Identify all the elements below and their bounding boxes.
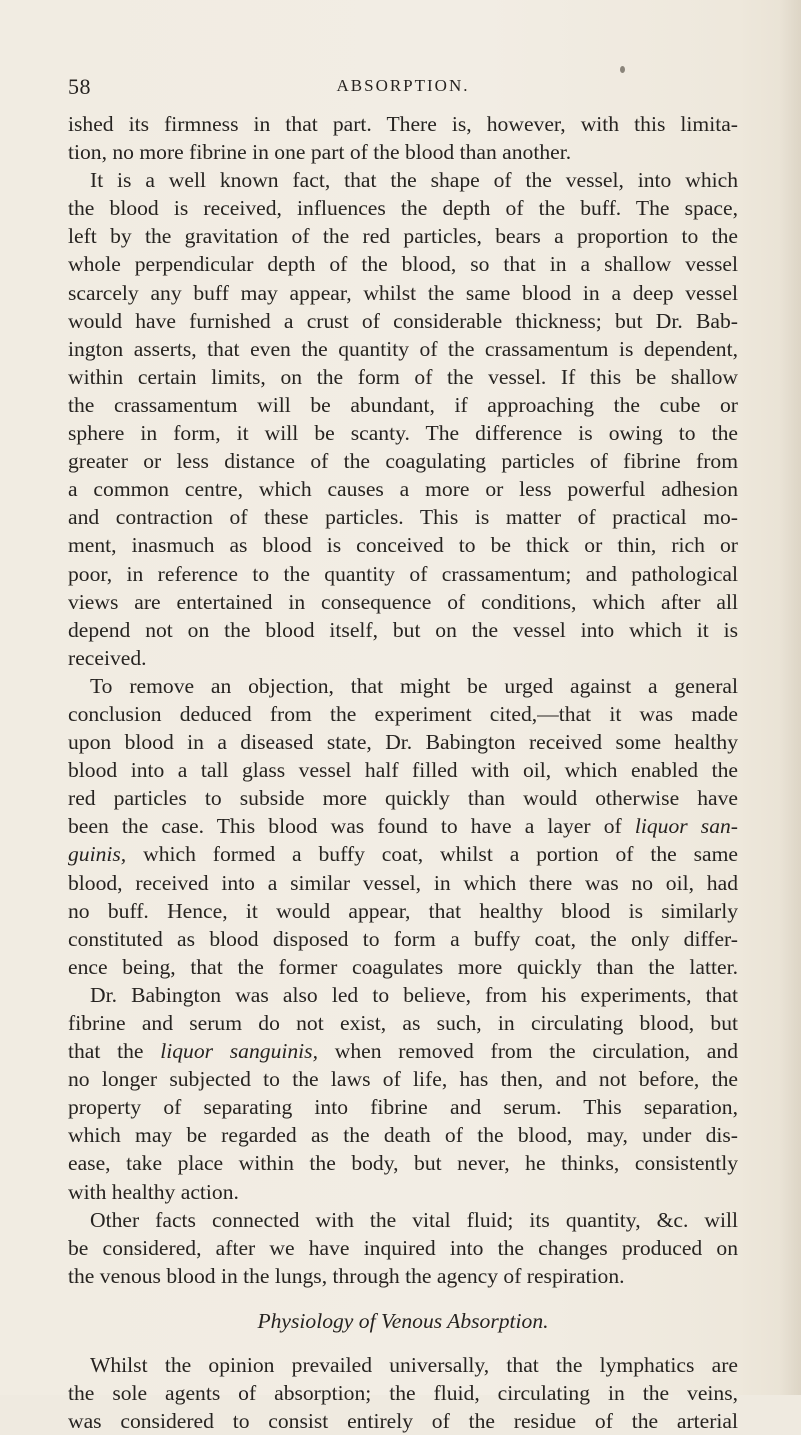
text-line: which may be regarded as the death of the blood, may, under dis- [68, 1123, 738, 1148]
text-line: ence being, that the former coagulates more quickly than the latter. [68, 954, 738, 979]
text-line: To remove an objection, that might be urged against a general [90, 673, 738, 698]
text-segment: which formed a buffy coat, whilst a portion of the same [143, 842, 739, 867]
text-line: depend not on the blood itself, but on the vessel into which it is [68, 617, 738, 642]
text-line: be considered, after we have inquired into the changes produced on [68, 1235, 738, 1260]
text-segment: when removed from the circulation, and [334, 1039, 738, 1064]
text-line: fibrine and serum do not exist, as such, in circulating blood, but [68, 1011, 738, 1035]
text-segment: that the [68, 1039, 144, 1064]
text-line: greater or less distance of the coagulating particles of fibrine from [68, 449, 738, 474]
italic-term: liquor sanguinis, [160, 1039, 318, 1064]
running-head: ABSORPTION. [336, 76, 470, 95]
italic-term: liquor san- [634, 814, 738, 839]
page-header [68, 74, 738, 104]
text-line: the venous blood in the lungs, through the agency of respiration. [68, 1263, 625, 1288]
text-line: upon blood in a diseased state, Dr. Babington received some healthy [68, 730, 738, 755]
text-line: left by the gravitation of the red particles, bears a proportion to the [68, 224, 738, 249]
text-line: a common centre, which causes a more or less powerful adhesion [68, 477, 738, 502]
page-edge-shadow [779, 0, 801, 1395]
text-line: with healthy action. [68, 1179, 239, 1204]
text-line: red particles to subside more quickly than would otherwise have [68, 786, 738, 811]
text-line: constituted as blood disposed to form a buffy coat, the only differ- [68, 926, 738, 951]
text-line: and contraction of these particles. This is matter of practical mo- [68, 505, 738, 530]
text-line [68, 812, 738, 840]
text-line: It is a well known fact, that the shape of the vessel, into which [90, 168, 738, 193]
text-line: blood into a tall glass vessel half filled with oil, which enabled the [68, 758, 738, 783]
text-line: whole perpendicular depth of the blood, so that in a shallow vessel [68, 252, 738, 277]
text-line: within certain limits, on the form of the vessel. If this be shallow [68, 364, 738, 389]
text-line: ington asserts, that even the quantity of the crassamentum is dependent, [68, 336, 738, 361]
text-line: received. [68, 645, 147, 670]
text-line: no buff. Hence, it would appear, that healthy blood is similarly [68, 898, 738, 923]
text-line: ease, take place within the body, but never, he thinks, consistently [68, 1151, 738, 1176]
text-line: scarcely any buff may appear, whilst the same blood in a deep vessel [68, 280, 738, 305]
text-line: poor, in reference to the quantity of crassamentum; and pathological [68, 561, 738, 586]
text-line [68, 840, 738, 868]
text-line: was considered to consist entirely of the residue of the arterial [68, 1409, 738, 1434]
body-text [68, 110, 738, 1435]
text-segment: been the case. This blood was found to have a layer of [68, 814, 622, 839]
text-line: Dr. Babington was also led to believe, from his experiments, that [90, 982, 738, 1007]
text-line [68, 1037, 738, 1065]
ink-speck [620, 66, 625, 73]
text-line: the sole agents of absorption; the fluid, circulating in the veins, [68, 1381, 738, 1406]
text-line: ished its firmness in that part. There is, however, with this limita- [68, 112, 738, 136]
text-line: views are entertained in consequence of conditions, which after all [68, 589, 738, 614]
text-line: ment, inasmuch as blood is conceived to be thick or thin, rich or [68, 533, 738, 558]
text-line: sphere in form, it will be scanty. The difference is owing to the [68, 421, 738, 446]
italic-term: guinis, [68, 842, 127, 867]
text-line: blood, received into a similar vessel, in which there was no oil, had [68, 870, 738, 895]
text-line: Whilst the opinion prevailed universally, that the lymphatics are [90, 1352, 738, 1377]
text-line: the blood is received, influences the depth of the buff. The space, [68, 196, 738, 221]
text-line: conclusion deduced from the experiment cited,—that it was made [68, 701, 738, 726]
text-line: tion, no more fibrine in one part of the blood than another. [68, 140, 572, 165]
text-line: would have furnished a crust of considerable thickness; but Dr. Bab- [68, 308, 738, 333]
page-number: 58 [68, 74, 91, 99]
text-line: Other facts connected with the vital fluid; its quantity, &c. will [90, 1207, 738, 1232]
text-line: the crassamentum will be abundant, if approaching the cube or [68, 392, 738, 417]
text-line: property of separating into fibrine and serum. This separation, [68, 1095, 738, 1120]
section-heading: Physiology of Venous Absorption. [257, 1308, 549, 1333]
text-line: no longer subjected to the laws of life, has then, and not before, the [68, 1067, 738, 1092]
